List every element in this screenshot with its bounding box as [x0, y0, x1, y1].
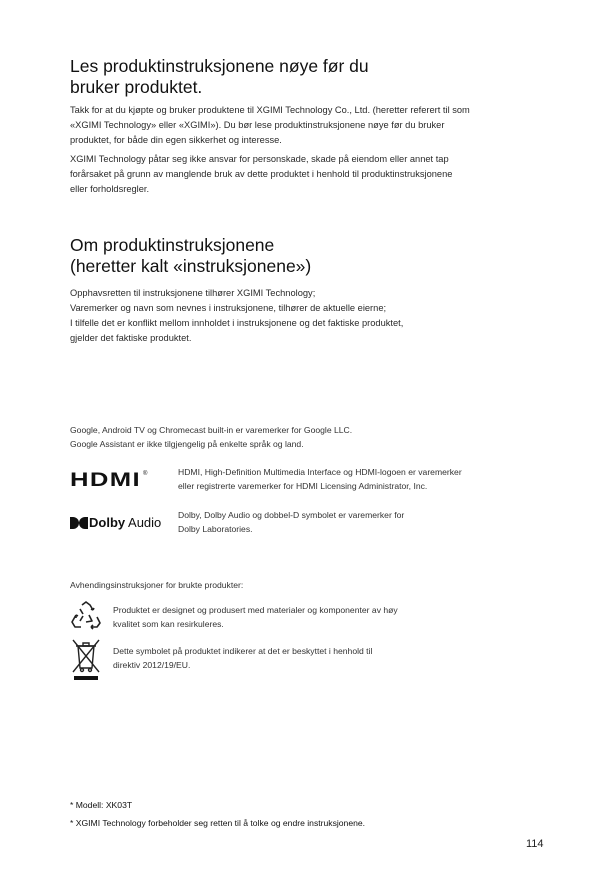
page-number: 114: [526, 838, 544, 850]
google-trademark-text: Google, Android TV og Chromecast built-in er varemerker for Google LLC. Google Assistant er ikke tilgjengelig på enkelte språk og land.: [70, 425, 353, 449]
section2-paragraph: Opphavsretten til instruksjonene tilhører XGIMI Technology; Varemerker og navn som nevnes i instruksjonene, tilhører de aktuelle eierne; I tilfelle det er konflikt mellom innholdet i instruksjonene og det faktiske produktet, gjelder det faktiske produktet.: [70, 288, 404, 343]
recycle-text: Produktet er designet og produsert med materialer og komponenter av høy kvalitet som kan resirkuleres.: [113, 605, 398, 629]
dolby-double-d-icon: [70, 517, 88, 529]
hdmi-trademark-text: HDMI, High-Definition Multimedia Interface og HDMI-logoen er varemerker eller registrerte varemerker for HDMI Licensing Administrator, Inc.: [178, 467, 462, 491]
disposal-heading: Avhendingsinstruksjoner for brukte produkter:: [70, 580, 244, 590]
section1-paragraph-1: Takk for at du kjøpte og bruker produktene til XGIMI Technology Co., Ltd. (heretter referert til som «XGIMI Technology» eller «XGIMI»). Du bør lese produktinstruksjonene nøye før du bruker produktet, for både din egen sikkerhet og interesse.: [70, 105, 470, 145]
dolby-trademark-text: Dolby, Dolby Audio og dobbel-D symbolet er varemerker for Dolby Laboratories.: [178, 510, 405, 534]
recycle-icon: [70, 600, 102, 632]
hdmi-logo: HDMI: [70, 470, 141, 491]
weee-crossed-bin-icon: [70, 638, 102, 682]
section1-heading: Les produktinstruksjonene nøye før du bruker produktet.: [70, 56, 369, 97]
section2-heading: Om produktinstruksjonene (heretter kalt «instruksjonene»): [70, 235, 312, 276]
footer-model: * Modell: XK03T: [70, 800, 133, 810]
weee-text: Dette symbolet på produktet indikerer at det er beskyttet i henhold til direktiv 2012/19/EU.: [113, 646, 373, 670]
registered-mark-icon: ®: [143, 471, 148, 477]
dolby-audio-logo: Dolby Audio: [70, 514, 170, 532]
footer-rights-note: * XGIMI Technology forbeholder seg retten til å tolke og endre instruksjonene.: [70, 818, 366, 828]
section1-paragraph-2: XGIMI Technology påtar seg ikke ansvar for personskade, skade på eiendom eller annet tap forårsaket på grunn av manglende bruk av dette produktet i henhold til produktinstruksjonene eller forholdsregler.: [70, 154, 453, 194]
